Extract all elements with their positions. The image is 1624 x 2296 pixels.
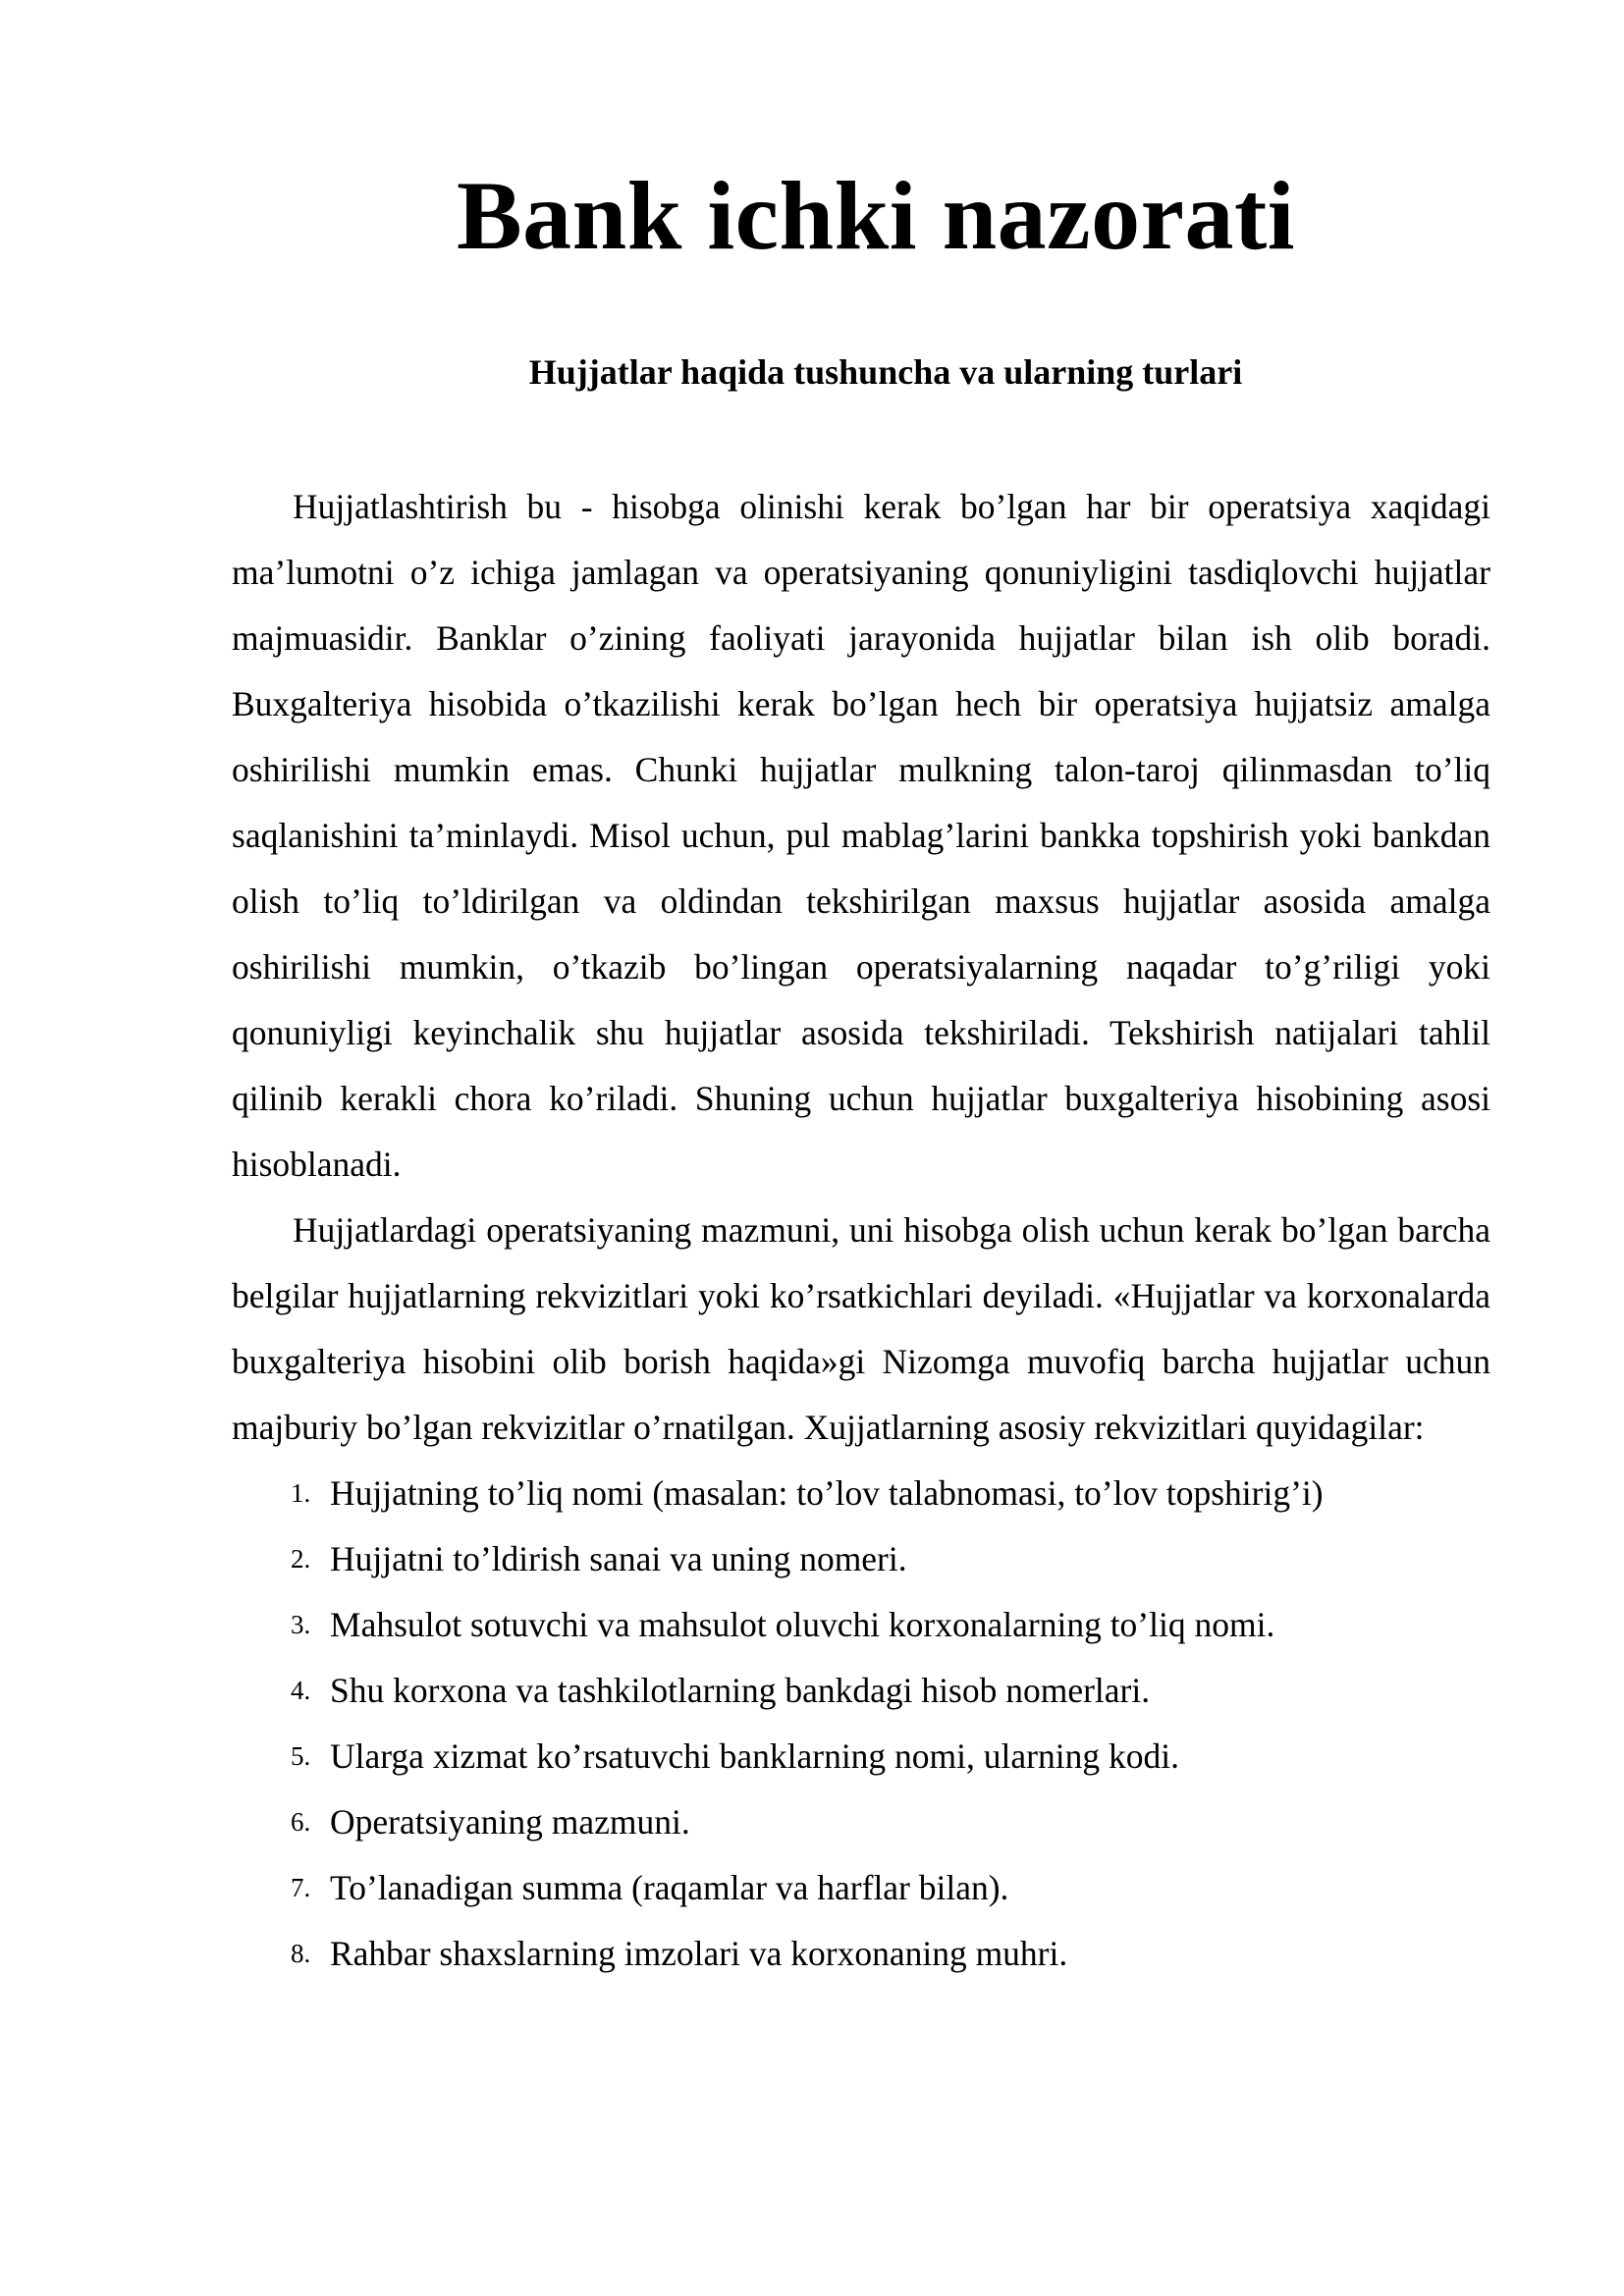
list-item [232, 1592, 1490, 1658]
list-item-text: Hujjatni to’ldirish sanai va uning nomeri. [330, 1539, 907, 1578]
document-body [232, 474, 1490, 1987]
list-item-text: Hujjatning to’liq nomi (masalan: to’lov talabnomasi, to’lov topshirig’i) [330, 1473, 1324, 1513]
list-item-number: 8. [291, 1939, 311, 1968]
list-item [232, 1461, 1490, 1526]
list-item-number: 7. [291, 1873, 311, 1902]
list-item-number: 6. [291, 1807, 311, 1837]
list-item-number: 3. [291, 1610, 311, 1639]
section-subtitle: Hujjatlar haqida tushuncha va ularning turlari [528, 352, 1243, 392]
list-item-number: 2. [291, 1544, 311, 1574]
list-item-text: To’lanadigan summa (raqamlar va harflar bilan). [330, 1868, 1009, 1907]
list-item [232, 1724, 1490, 1789]
list-item-number: 5. [291, 1741, 311, 1771]
list-item [232, 1921, 1490, 1987]
list-item [232, 1789, 1490, 1855]
list-item-text: Rahbar shaxslarning imzolari va korxonaning muhri. [330, 1934, 1068, 1973]
list-item-text: Mahsulot sotuvchi va mahsulot oluvchi korxonalarning to’liq nomi. [330, 1605, 1275, 1644]
list-item [232, 1526, 1490, 1592]
list-item-number: 4. [291, 1676, 311, 1705]
list-item [232, 1855, 1490, 1921]
list-item-text: Shu korxona va tashkilotlarning bankdagi hisob nomerlari. [330, 1671, 1151, 1710]
list-item-text: Ularga xizmat ko’rsatuvchi banklarning nomi, ularning kodi. [330, 1736, 1179, 1776]
list-item-text: Operatsiyaning mazmuni. [330, 1802, 690, 1842]
page-title: Bank ichki nazorati [456, 161, 1296, 270]
list-item [232, 1658, 1490, 1724]
paragraph-1: Hujjatlashtirish bu - hisobga olinishi kerak bo’lgan har bir operatsiya xaqidagi ma’lumotni o’z ichiga jamlagan va operatsiyaning qonuniyligini tasdiqlovchi hujjatlar majmuasidir. Banklar o’zining faoliyati jarayonida hujjatlar bilan ish olib boradi. Buxgalteriya hisobida o’tkazilishi kerak bo’lgan hech bir operatsiya hujjatsiz amalga oshirilishi mumkin emas. Chunki hujjatlar mulkning talon-taroj qilinmasdan to’liq saqlanishini ta’minlaydi. Misol uchun, pul mablag’larini bankka topshirish yoki bankdan olish to’liq to’ldirilgan va oldindan tekshirilgan maxsus hujjatlar asosida amalga oshirilishi mumkin, o’tkazib bo’lingan operatsiyalarning naqadar to’g’riligi yoki qonuniyligi keyinchalik shu hujjatlar asosida tekshiriladi. Tekshirish natijalari tahlil qilinib kerakli chora ko’riladi. Shuning uchun hujjatlar buxgalteriya hisobining asosi hisoblanadi. [232, 487, 1490, 1184]
paragraph-2: Hujjatlardagi operatsiyaning mazmuni, uni hisobga olish uchun kerak bo’lgan barcha belgilar hujjatlarning rekvizitlari yoki ko’rsatkichlari deyiladi. «Hujjatlar va korxonalarda buxgalteriya hisobini olib borish haqida»gi Nizomga muvofiq barcha hujjatlar uchun majburiy bo’lgan rekvizitlar o’rnatilgan. Xujjatlarning asosiy rekvizitlari quyidagilar: [232, 1210, 1490, 1447]
list-item-number: 1. [291, 1478, 311, 1508]
requisites-list [232, 1461, 1490, 1987]
